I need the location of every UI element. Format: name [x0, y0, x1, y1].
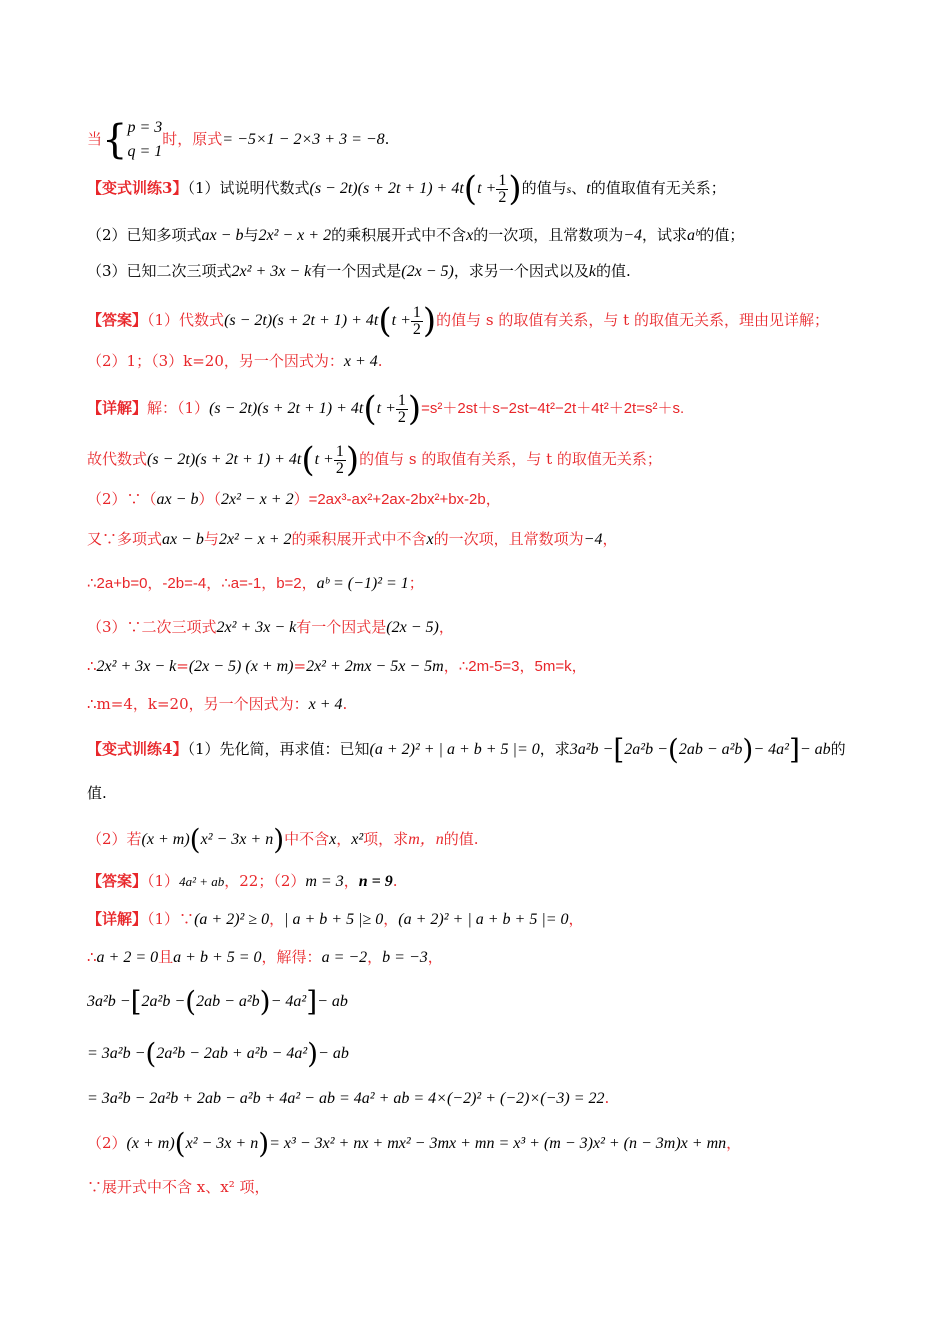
- variant-3-q2: （2）已知多项式ax − b与2x² − x + 2的乘积展开式中不含x的一次项，且常数项为−4，试求aᵇ的值；: [87, 226, 745, 244]
- detail-3-line-4: 又∵多项式ax − b与2x² − x + 2的乘积展开式中不含x的一次项，且常数项为−4，: [87, 530, 618, 548]
- detail-4-line-1: 【详解】（1）∵(a + 2)² ≥ 0，| a + b + 5 |≥ 0，(a + 2)² + | a + b + 5 |= 0，: [87, 910, 584, 928]
- detail-3-line-6: （3）∵二次三项式2x² + 3x − k有一个因式是(2x − 5)，: [87, 618, 454, 636]
- answer-4: 【答案】（1）4a² + ab，22；（2）m = 3，n = 9.: [87, 872, 398, 890]
- left-brace: {: [102, 117, 128, 163]
- detail-3-line-8: ∴m=4，k=20，另一个因式为：x + 4.: [87, 695, 348, 713]
- line-1: 当{ p = 3 q = 1 时，原式= −5×1 − 2×3 + 3 = −8.: [87, 117, 390, 163]
- variant-4-q1-cont: 值.: [87, 784, 107, 802]
- detail-3-line-5: ∴2a+b=0，-2b=-4，∴a=-1，b=2，aᵇ = (−1)² = 1；: [87, 574, 424, 592]
- when-text: 当: [87, 130, 103, 148]
- detail-tag-4: 【详解】: [87, 910, 148, 928]
- detail-4-line-4: = 3a²b −(2a²b − 2ab + a²b − 4a²)− ab: [87, 1037, 349, 1070]
- detail-4-line-6: （2）(x + m)(x² − 3x + n)= x³ − 3x² + nx + mx² − 3mx + mn = x³ + (m − 3)x² + (n − 3m)x + mn，: [87, 1127, 742, 1160]
- variant-3-q1: 【变式训练3】（1）试说明代数式(s − 2t)(s + 2t + 1) + 4t(t + $\frac{1}{2}$ )的值与s、t的值取值有无关系；: [87, 169, 726, 209]
- answer-tag-4: 【答案】: [87, 872, 148, 890]
- answer-tag: 【答案】: [87, 311, 148, 329]
- answer-3-line-2: （2）1；（3）k=20，另一个因式为：x + 4.: [87, 352, 383, 370]
- variant-3-tag: 【变式训练3】: [87, 179, 188, 197]
- detail-tag: 【详解】: [87, 399, 148, 417]
- variant-4-tag: 【变式训练4】: [87, 740, 188, 758]
- detail-4-line-7: ∵展开式中不含 x、x² 项，: [87, 1178, 270, 1196]
- detail-3-line-3: （2）∵（ax − b）（2x² − x + 2）=2ax³-ax²+2ax-2bx²+bx-2b，: [87, 490, 501, 508]
- detail-3-line-2: 故代数式(s − 2t)(s + 2t + 1) + 4t(t + $\frac{1}{2}$ )的值与 s 的取值有关系，与 t 的取值无关系；: [87, 440, 662, 480]
- variant-4-q1: 【变式训练4】（1）先化简，再求值：已知(a + 2)² + | a + b + 5 |= 0，求3a²b −[2a²b −(2ab − a²b)− 4a²]− ab的: [87, 733, 846, 766]
- detail-4-line-5: = 3a²b − 2a²b + 2ab − a²b + 4a² − ab = 4a² + ab = 4×(−2)² + (−2)×(−3) = 22.: [87, 1089, 610, 1107]
- variant-3-q3: （3）已知二次三项式2x² + 3x − k有一个因式是(2x − 5)，求另一个因式以及k的值.: [87, 262, 631, 280]
- detail-4-line-2: ∴a + 2 = 0且a + b + 5 = 0，解得：a = −2，b = −3，: [87, 948, 443, 966]
- variant-4-q2: （2）若(x + m)(x² − 3x + n)中不含x，x²项，求m，n的值.: [87, 823, 479, 856]
- detail-3-line-1: 【详解】解：（1）(s − 2t)(s + 2t + 1) + 4t(t + $\frac{1}{2}$ )=s²＋2st＋s−2st−4t²−2t＋4t²＋2t=s²＋s.: [87, 389, 685, 429]
- detail-4-line-3: 3a²b −[2a²b −(2ab − a²b)− 4a²]− ab: [87, 985, 348, 1018]
- answer-3-line-1: 【答案】（1）代数式(s − 2t)(s + 2t + 1) + 4t(t + $\frac{1}{2}$ )的值与 s 的取值有关系，与 t 的取值无关系，理由见详解；: [87, 301, 829, 341]
- detail-3-line-7: ∴2x² + 3x − k=(2x − 5) (x + m)=2x² + 2mx − 5x − 5m，∴2m-5=3，5m=k，: [87, 657, 587, 675]
- condition-stack: p = 3 q = 1: [127, 119, 163, 160]
